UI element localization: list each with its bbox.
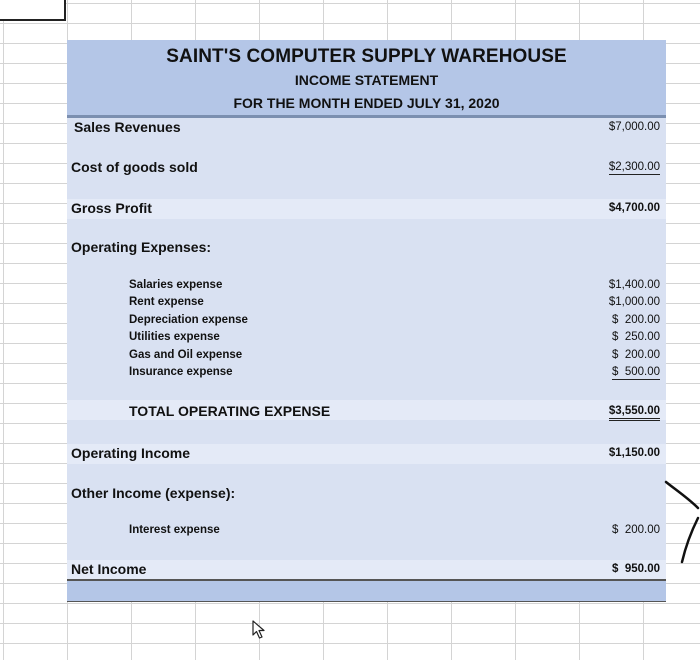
expense-row[interactable] (67, 276, 666, 293)
operating-income-amount: $1,150.00 (608, 447, 660, 459)
mouse-cursor-icon (252, 620, 268, 640)
expense-amount: $ 200.00 (612, 349, 660, 361)
total-operating-expense-label: TOTAL OPERATING EXPENSE (129, 403, 331, 419)
expense-row[interactable] (67, 363, 666, 380)
expense-row[interactable] (67, 328, 666, 345)
statement-period: FOR THE MONTH ENDED JULY 31, 2020 (233, 95, 500, 111)
net-income-row[interactable] (67, 560, 666, 580)
gross-profit-amount: $4,700.00 (608, 202, 660, 214)
sales-revenues-label: Sales Revenues (74, 119, 181, 135)
net-income-label: Net Income (71, 561, 147, 577)
total-operating-expense-row[interactable] (67, 402, 666, 422)
operating-income-row[interactable] (67, 444, 666, 464)
expense-amount: $ 200.00 (612, 314, 660, 326)
other-income-header: Other Income (expense): (71, 485, 236, 501)
bottom-border-band (67, 579, 666, 602)
company-title: SAINT'S COMPUTER SUPPLY WAREHOUSE (166, 46, 567, 67)
expense-label: Utilities expense (129, 331, 220, 343)
statement-subtitle: INCOME STATEMENT (294, 72, 439, 88)
gross-profit-row[interactable] (67, 199, 666, 219)
expense-row[interactable] (67, 311, 666, 328)
interest-expense-label: Interest expense (129, 524, 220, 536)
cogs-label: Cost of goods sold (71, 159, 198, 175)
cogs-row[interactable] (67, 158, 666, 178)
expense-label: Depreciation expense (129, 314, 248, 326)
expense-amount: $1,400.00 (608, 279, 660, 291)
expense-label: Gas and Oil expense (129, 349, 243, 361)
expense-amount: $1,000.00 (608, 296, 660, 308)
gross-profit-label: Gross Profit (71, 200, 152, 216)
expense-row[interactable] (67, 293, 666, 310)
operating-expenses-header: Operating Expenses: (71, 239, 212, 255)
expense-label: Insurance expense (129, 366, 233, 378)
cogs-amount: $2,300.00 (608, 161, 660, 173)
operating-expenses-header-row[interactable] (67, 238, 666, 258)
interest-expense-row[interactable] (67, 521, 666, 541)
sales-revenues-amount: $7,000.00 (608, 121, 660, 133)
other-income-header-row[interactable] (67, 484, 666, 504)
expense-amount: $ 250.00 (612, 331, 660, 343)
interest-expense-amount: $ 200.00 (612, 524, 660, 536)
sales-revenues-row[interactable] (67, 118, 666, 138)
income-statement (67, 40, 666, 599)
net-income-amount: $ 950.00 (612, 563, 660, 575)
expense-label: Rent expense (129, 296, 204, 308)
expense-row[interactable] (67, 346, 666, 363)
selected-cell[interactable] (0, 0, 66, 21)
expense-label: Salaries expense (129, 279, 223, 291)
expense-amount: $ 500.00 (612, 366, 660, 378)
pen-annotation-icon (660, 470, 700, 570)
operating-income-label: Operating Income (71, 445, 191, 461)
title-band (67, 40, 666, 118)
total-operating-expense-amount: $3,550.00 (609, 405, 660, 421)
